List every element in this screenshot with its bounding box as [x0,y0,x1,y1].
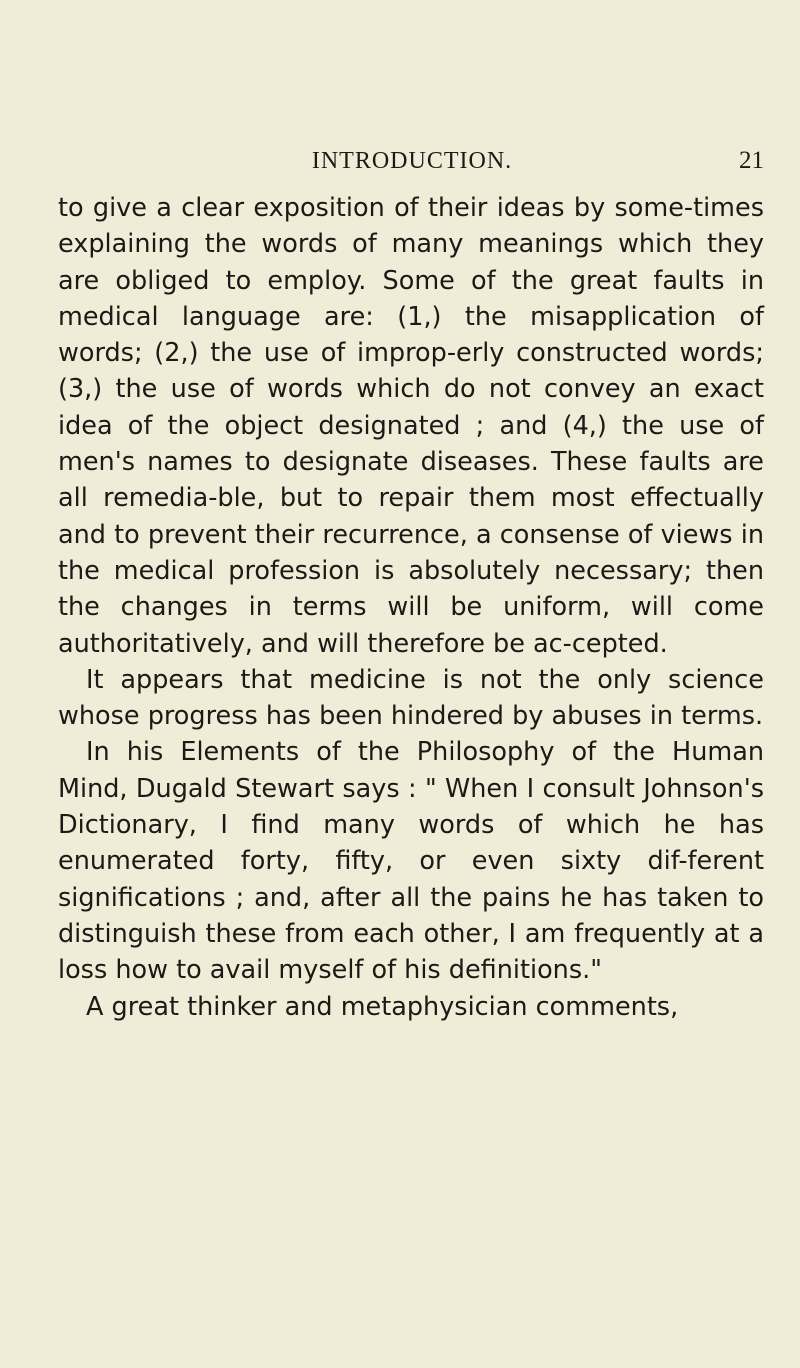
page-number: 21 [739,147,764,174]
paragraph-great-thinker: A great thinker and metaphysician comments, [86,991,679,1022]
running-header [60,141,764,181]
paragraph-medicine-abuses: It appears that medicine is not the only science whose progress has been hindered by abuses in terms. [58,664,764,732]
paragraph-stewart-quote: In his Elements of the Philosophy of the Human Mind, Dugald Stewart says : " When I consult Johnson's Dictionary, I find many words of which he has enumerated forty, fifty, or even sixty dif-ferent significations ; and, after all the pains he has taken to distinguish these from each other, I am frequently at a loss how to avail myself of his definitions." [58,737,764,986]
body-text [58,190,764,1025]
paragraph-continuation: to give a clear exposition of their ideas by some-times explaining the words of many meanings which they are obliged to employ. Some of the great faults in medical language are: (1,) the misapplication of words; (2,) the use of improp-erly constructed words; (3,) the use of words which do not convey an exact idea of the object designated ; and (4,) the use of men's names to designate diseases. These faults are all remedia-ble, but to repair them most effectually and to prevent their recurrence, a consense of views in the medical profession is absolutely necessary; then the changes in terms will be uniform, will come authoritatively, and will therefore be ac-cepted. [58,193,764,659]
running-title: INTRODUCTION. [311,148,513,174]
